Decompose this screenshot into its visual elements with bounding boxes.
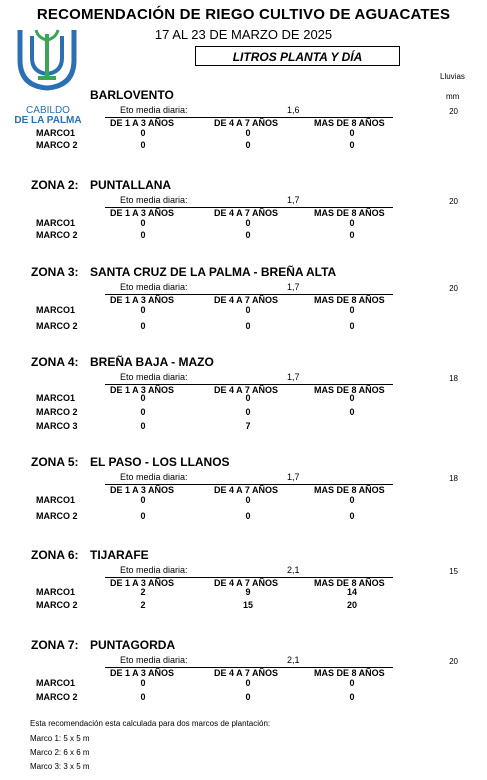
eto-label: Eto media diaria:	[120, 565, 188, 575]
col-header-2: DE 4 A 7 AÑOS	[214, 578, 279, 588]
eto-value: 2,1	[287, 655, 300, 665]
row-label: MARCO1	[36, 128, 76, 138]
cell-value: 0	[140, 495, 146, 505]
col-header-3: MAS DE 8 AÑOS	[314, 385, 385, 395]
col-header-2: DE 4 A 7 AÑOS	[214, 208, 279, 218]
cell-value: 0	[140, 511, 146, 521]
cell-value: 0	[349, 495, 355, 505]
eto-value: 2,1	[287, 565, 300, 575]
logo-text	[8, 106, 88, 126]
col-header-1: DE 1 A 3 AÑOS	[110, 208, 175, 218]
date-range: 17 AL 23 DE MARZO DE 2025	[154, 27, 333, 42]
cell-value: 0	[245, 128, 251, 138]
cell-value: 0	[349, 128, 355, 138]
cell-value: 0	[245, 305, 251, 315]
cell-value: 0	[245, 140, 251, 150]
cell-value: 0	[349, 511, 355, 521]
col-header-1: DE 1 A 3 AÑOS	[110, 295, 175, 305]
row-label: MARCO1	[36, 218, 76, 228]
row-label: MARCO1	[36, 393, 76, 403]
rain-value: 20	[449, 107, 458, 116]
rain-header: Lluvias	[440, 72, 465, 81]
cell-value: 0	[349, 393, 355, 403]
cell-value: 0	[140, 421, 146, 431]
row-label: MARCO1	[36, 495, 76, 505]
cell-value: 0	[349, 321, 355, 331]
rain-value: 20	[449, 284, 458, 293]
cell-value: 0	[349, 678, 355, 688]
row-label: MARCO 2	[36, 407, 78, 417]
cell-value: 9	[245, 587, 251, 597]
footer-line-2: Marco 2: 6 x 6 m	[30, 748, 90, 757]
row-label: MARCO1	[36, 305, 76, 315]
row-label: MARCO 3	[36, 421, 78, 431]
zone-name: BARLOVENTO	[90, 88, 174, 102]
cell-value: 0	[140, 140, 146, 150]
col-header-1: DE 1 A 3 AÑOS	[110, 385, 175, 395]
logo-text-line1: CABILDO	[26, 105, 70, 116]
row-label: MARCO1	[36, 587, 76, 597]
cell-value: 0	[349, 692, 355, 702]
eto-value: 1,7	[287, 472, 300, 482]
rain-value: 18	[449, 374, 458, 383]
zone-name: BREÑA BAJA - MAZO	[90, 355, 214, 369]
cell-value: 2	[140, 600, 146, 610]
cell-value: 0	[349, 218, 355, 228]
cell-value: 0	[245, 218, 251, 228]
row-label: MARCO 2	[36, 321, 78, 331]
footer-note: Esta recomendación esta calculada para dos marcos de plantación:	[30, 719, 271, 728]
zone-name: PUNTALLANA	[90, 178, 172, 192]
cell-value: 0	[140, 128, 146, 138]
cell-value: 0	[140, 393, 146, 403]
cell-value: 0	[245, 230, 251, 240]
cell-value: 0	[245, 692, 251, 702]
cell-value: 0	[140, 305, 146, 315]
row-label: MARCO 2	[36, 140, 78, 150]
cell-value: 0	[140, 321, 146, 331]
cell-value: 0	[140, 407, 146, 417]
footer-line-1: Marco 1: 5 x 5 m	[30, 734, 90, 743]
zone-prefix: ZONA 3:	[31, 265, 79, 279]
cabildo-emblem-icon	[14, 26, 80, 92]
col-header-1: DE 1 A 3 AÑOS	[110, 578, 175, 588]
page-title: RECOMENDACIÓN DE RIEGO CULTIVO DE AGUACATES	[36, 6, 451, 23]
col-header-3: MAS DE 8 AÑOS	[314, 208, 385, 218]
cell-value: 0	[349, 407, 355, 417]
zone-name: SANTA CRUZ DE LA PALMA - BREÑA ALTA	[90, 265, 337, 279]
col-header-2: DE 4 A 7 AÑOS	[214, 668, 279, 678]
cell-value: 7	[245, 421, 251, 431]
logo-text-line2: DE LA PALMA	[14, 115, 82, 126]
cell-value: 14	[346, 587, 357, 597]
col-header-1: DE 1 A 3 AÑOS	[110, 485, 175, 495]
eto-value: 1,7	[287, 195, 300, 205]
col-header-3: MAS DE 8 AÑOS	[314, 118, 385, 128]
col-header-2: DE 4 A 7 AÑOS	[214, 295, 279, 305]
zone-name: PUNTAGORDA	[90, 638, 176, 652]
rain-value: 15	[449, 567, 458, 576]
zone-prefix: ZONA 2:	[31, 178, 79, 192]
col-header-3: MAS DE 8 AÑOS	[314, 295, 385, 305]
row-label: MARCO 2	[36, 600, 78, 610]
eto-value: 1,7	[287, 372, 300, 382]
cell-value: 0	[140, 218, 146, 228]
cell-value: 0	[245, 495, 251, 505]
rain-value: 18	[449, 474, 458, 483]
cell-value: 15	[242, 600, 253, 610]
cell-value: 0	[349, 230, 355, 240]
zone-name: TIJARAFE	[90, 548, 149, 562]
eto-label: Eto media diaria:	[120, 282, 188, 292]
col-header-2: DE 4 A 7 AÑOS	[214, 385, 279, 395]
col-header-3: MAS DE 8 AÑOS	[314, 485, 385, 495]
eto-value: 1,6	[287, 105, 300, 115]
cell-value: 0	[245, 321, 251, 331]
col-header-2: DE 4 A 7 AÑOS	[214, 118, 279, 128]
eto-label: Eto media diaria:	[120, 472, 188, 482]
cell-value: 0	[349, 140, 355, 150]
cell-value: 0	[245, 393, 251, 403]
cell-value: 20	[346, 600, 357, 610]
zone-prefix: ZONA 6:	[31, 548, 79, 562]
cell-value: 0	[140, 230, 146, 240]
unit-box: LITROS PLANTA Y DÍA	[195, 46, 400, 66]
cell-value: 2	[140, 587, 146, 597]
eto-label: Eto media diaria:	[120, 372, 188, 382]
cell-value: 0	[349, 305, 355, 315]
row-label: MARCO 2	[36, 692, 78, 702]
eto-value: 1,7	[287, 282, 300, 292]
cell-value: 0	[140, 678, 146, 688]
col-header-1: DE 1 A 3 AÑOS	[110, 668, 175, 678]
cell-value: 0	[140, 692, 146, 702]
cabildo-logo	[14, 26, 80, 92]
rain-value: 20	[449, 197, 458, 206]
eto-label: Eto media diaria:	[120, 105, 188, 115]
footer-line-3: Marco 3: 3 x 5 m	[30, 762, 90, 771]
zone-prefix: ZONA 4:	[31, 355, 79, 369]
cell-value: 0	[245, 678, 251, 688]
col-header-3: MAS DE 8 AÑOS	[314, 578, 385, 588]
zone-prefix: ZONA 5:	[31, 455, 79, 469]
col-header-3: MAS DE 8 AÑOS	[314, 668, 385, 678]
cell-value: 0	[245, 511, 251, 521]
eto-label: Eto media diaria:	[120, 195, 188, 205]
row-label: MARCO1	[36, 678, 76, 688]
row-label: MARCO 2	[36, 230, 78, 240]
cell-value: 0	[245, 407, 251, 417]
row-label: MARCO 2	[36, 511, 78, 521]
zone-name: EL PASO - LOS LLANOS	[90, 455, 230, 469]
rain-value: 20	[449, 657, 458, 666]
eto-label: Eto media diaria:	[120, 655, 188, 665]
col-header-2: DE 4 A 7 AÑOS	[214, 485, 279, 495]
col-header-1: DE 1 A 3 AÑOS	[110, 118, 175, 128]
rain-unit: mm	[446, 92, 460, 101]
zone-prefix: ZONA 7:	[31, 638, 79, 652]
